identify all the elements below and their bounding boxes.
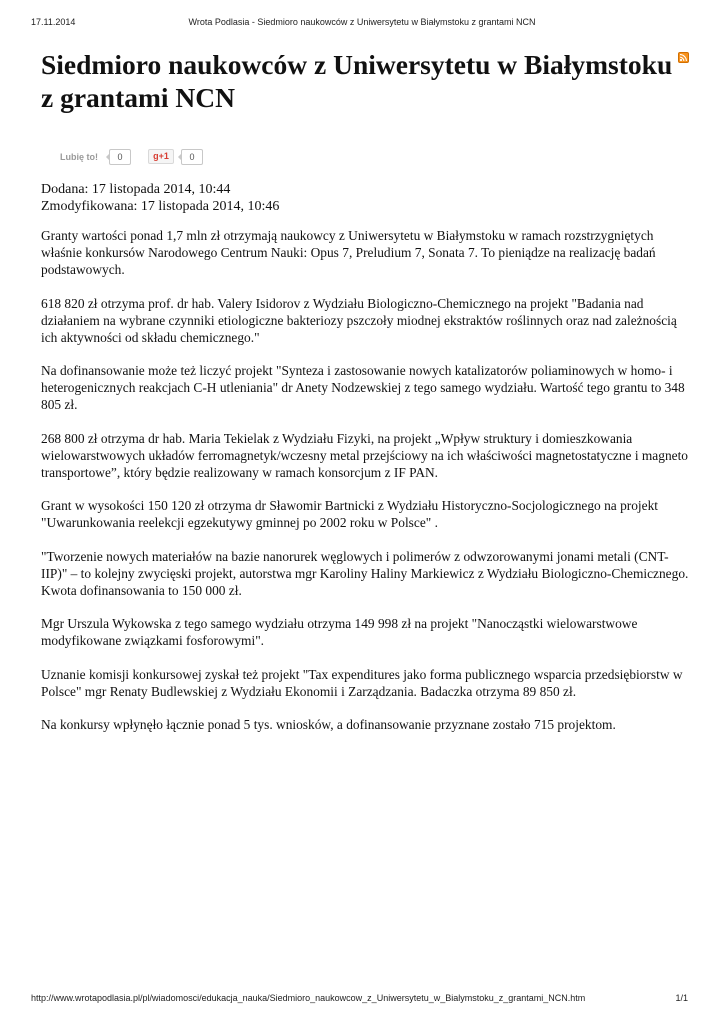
print-page-number: 1/1 xyxy=(675,993,688,1003)
print-url: http://www.wrotapodlasia.pl/pl/wiadomosci/edukacja_nauka/Siedmioro_naukowcow_z_Uniwersytetu_w_Bialymstoku_z_grantami_NCN.htm xyxy=(31,993,586,1003)
article-paragraph: Na dofinansowanie może też liczyć projekt "Synteza i zastosowanie nowych katalizatorów poliaminowych w homo- i heterogenicznych reakcjach C-H utleniania" dr Anety Nodzewskiej z tego samego wydziału. Wartość tego grantu to 348 805 zł. xyxy=(41,363,685,412)
article-title: Siedmioro naukowców z Uniwersytetu w Białymstoku z grantami NCN xyxy=(41,49,673,113)
like-count: 0 xyxy=(109,149,131,165)
article-paragraph: Na konkursy wpłynęło łącznie ponad 5 tys. wniosków, a dofinansowanie przyznane zostało 715 projektom. xyxy=(41,717,616,732)
article-paragraph: Grant w wysokości 150 120 zł otrzyma dr Sławomir Bartnicki z Wydziału Historyczno-Socjologicznego na projekt "Uwarunkowania reelekcji egzekutywy gminnej po 2002 roku w Polsce" . xyxy=(41,498,659,530)
date-modified: Zmodyfikowana: 17 listopada 2014, 10:46 xyxy=(41,199,280,214)
article-body xyxy=(41,227,691,750)
google-plus-count: 0 xyxy=(181,149,203,165)
facebook-like-button[interactable]: Lubię to! xyxy=(60,152,98,162)
article-paragraph: 268 800 zł otrzyma dr hab. Maria Tekielak z Wydziału Fizyki, na projekt „Wpływ struktury i domieszkowania wielowarstwowych układów ferromagnetyk/wczesny metal przejściowy na ich właściwości magnetostatyczne i magneto transportowe”, który będzie realizowany w ramach konsorcjum z IF PAN. xyxy=(41,430,689,480)
article-meta xyxy=(41,181,279,215)
article-paragraph: Uznanie komisji konkursowej zyskał też projekt "Tax expenditures jako forma publicznego wsparcia przedsiębiorstw w Polsce" mgr Renaty Budlewskiej z Wydziału Ekonomii i Zarządzania. Badaczka otrzyma 89 850 zł. xyxy=(41,666,683,699)
article-paragraph: 618 820 zł otrzyma prof. dr hab. Valery Isidorov z Wydziału Biologiczno-Chemicznego na projekt "Badania nad działaniem na wybrane czynniki etiologiczne bakteriozy pszczoły miodnej ekstraktów roślinnych oraz nad zależnością ich aktywności od składu chemicznego." xyxy=(41,295,677,345)
google-plus-label: +1 xyxy=(158,151,169,161)
article-paragraph: Mgr Urszula Wykowska z tego samego wydziału otrzyma 149 998 zł na projekt "Nanocząstki wielowarstwowe modyfikowane związkami fosforowymi". xyxy=(41,616,638,648)
print-date: 17.11.2014 xyxy=(31,17,76,27)
article-paragraph: "Tworzenie nowych materiałów na bazie nanorurek węglowych i polimerów z odwzorowanymi jonami metali (CNT-IIP)" – to kolejny zwycięski projekt, autorstwa mgr Karoliny Haliny Markiewicz z Wydziału Biologiczno-Chemicznego. Kwota dofinansowania to 150 000 zł. xyxy=(41,548,689,598)
google-plus-button[interactable] xyxy=(148,149,174,164)
print-page-title: Wrota Podlasia - Siedmioro naukowców z Uniwersytetu w Białymstoku z grantami NCN xyxy=(188,17,536,27)
google-plus-icon: g xyxy=(153,151,159,161)
date-added: Dodana: 17 listopada 2014, 10:44 xyxy=(41,182,231,197)
article-paragraph: Granty wartości ponad 1,7 mln zł otrzymają naukowcy z Uniwersytetu w Białymstoku w ramach rozstrzygniętych właśnie konkursów Narodowego Centrum Nauki: Opus 7, Preludium 7, Sonata 7. To pieniądze na realizację badań podstawowych. xyxy=(41,228,656,277)
